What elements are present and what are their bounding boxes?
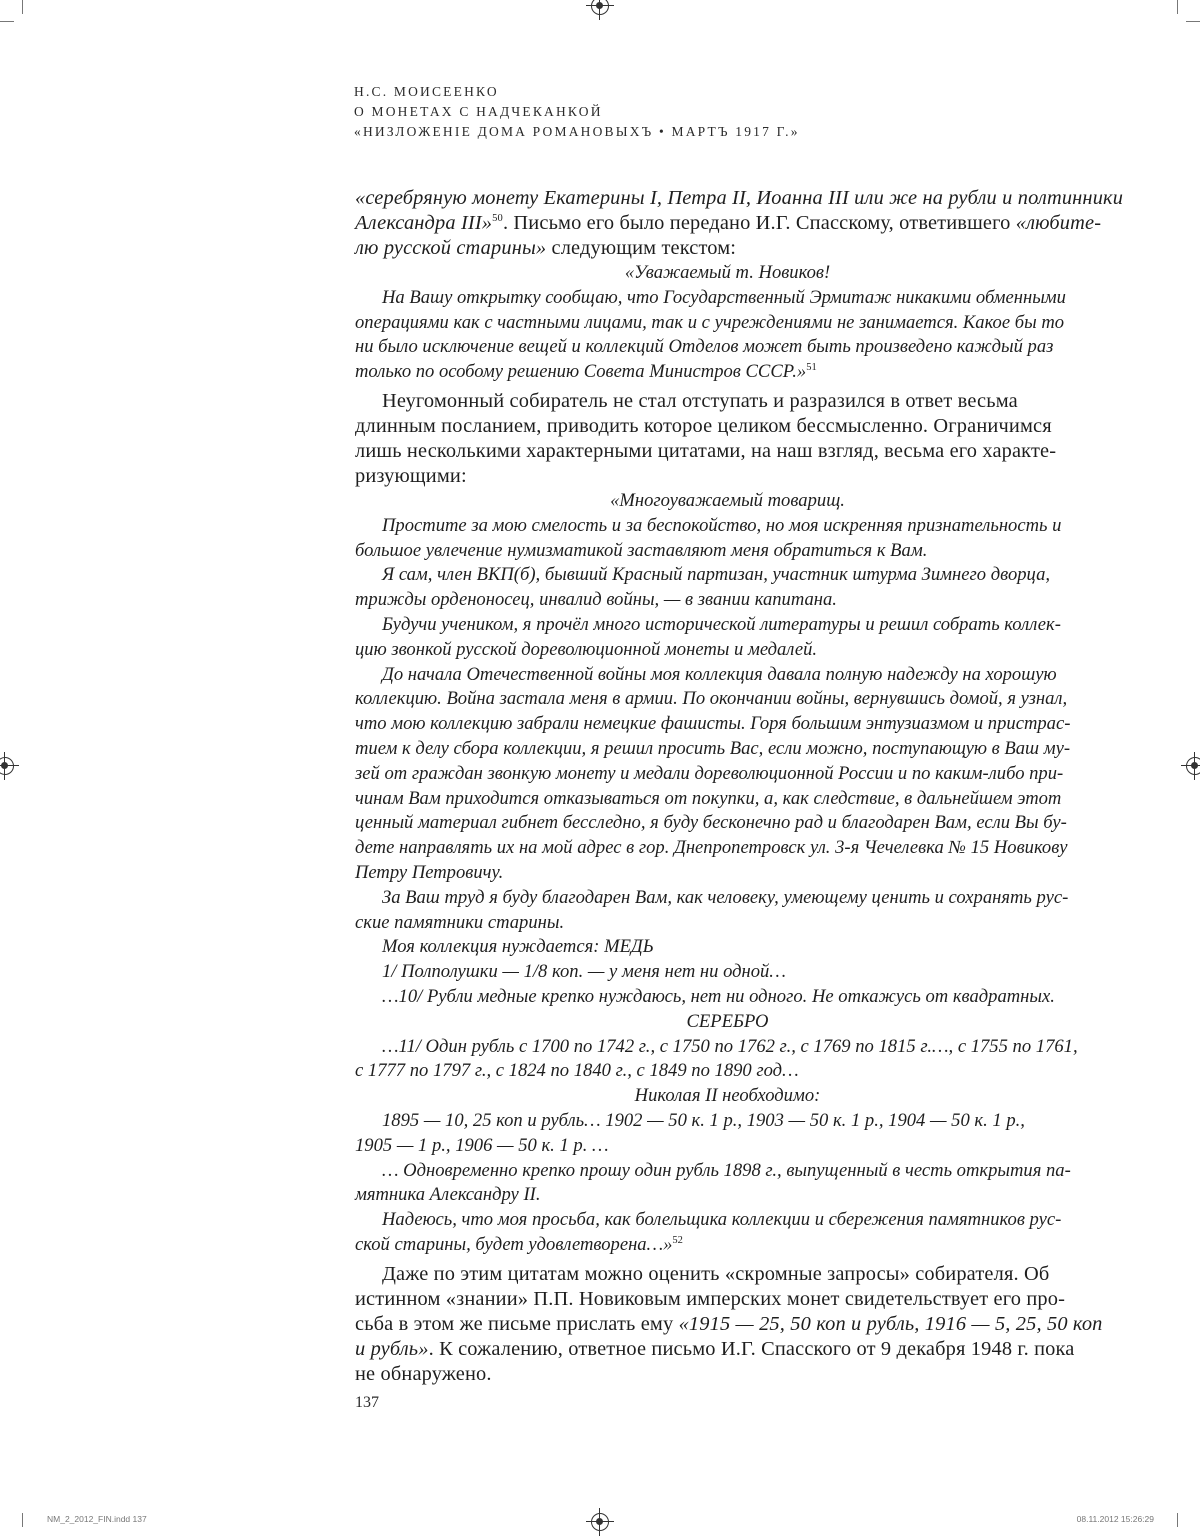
crop-mark-top-right-h xyxy=(1186,21,1200,22)
text-line: ризующими: xyxy=(355,464,467,487)
letter-salutation: «Многоуважаемый товарищ. xyxy=(610,489,845,511)
quote-line: До начала Отечественной войны моя коллекция давала полную надежду на хорошую xyxy=(382,663,1057,685)
running-head-author: Н.С. МОИСЕЕНКО xyxy=(354,84,499,99)
text-line: «серебряную монету Екатерины I, Петра II, Иоанна III или же на рубли и полтинники xyxy=(355,187,1124,209)
quote-fragment: «любите- xyxy=(1015,212,1102,234)
quote-line: с 1777 по 1797 г., с 1824 по 1840 г., с 1849 по 1890 год… xyxy=(355,1060,799,1082)
registration-mark-top-icon xyxy=(591,0,609,15)
text-line: не обнаружено. xyxy=(355,1362,492,1385)
quote-fragment: лю русской старины» xyxy=(355,237,547,259)
quote-line: 1/ Полполушки — 1/8 коп. — у меня нет ни одной… xyxy=(382,961,786,983)
quote-line: …11/ Один рубль с 1700 по 1742 г., с 1750 по 1762 г., с 1769 по 1815 г.…, с 1755 по 1761, xyxy=(382,1035,1078,1057)
quote-line: Моя коллекция нуждается: МЕДЬ xyxy=(382,936,654,958)
crop-mark-bottom-right xyxy=(1177,1513,1178,1527)
quote-line: цию звонкой русской дореволюционной монеты и медалей. xyxy=(355,638,818,660)
footnote-ref: 51 xyxy=(806,362,817,373)
quote-line: … Одновременно крепко прошу один рубль 1898 г., выпущенный в честь открытия па- xyxy=(382,1159,1071,1181)
slug-filename: NM_2_2012_FIN.indd 137 xyxy=(47,1514,147,1524)
quote-line: …10/ Рубли медные крепко нуждаюсь, нет ни одного. Не откажусь от квадратных. xyxy=(382,985,1055,1007)
quote-fragment: только по особому решению Совета Министров СССР.» xyxy=(355,361,807,383)
quote-fragment: Александра III» xyxy=(355,212,493,234)
registration-mark-left-icon xyxy=(0,757,14,775)
quote-line: Будучи учеником, я прочёл много исторической литературы и решил собрать коллек- xyxy=(382,613,1061,635)
quote-line: 1895 — 10, 25 коп и рубль… 1902 — 50 к. 1 р., 1903 — 50 к. 1 р., 1904 — 50 к. 1 р., xyxy=(382,1109,1025,1131)
quote-line: операциями как с частными лицами, так и с учреждениями не занимается. Какое бы то xyxy=(355,311,1065,333)
registration-mark-bottom-icon xyxy=(591,1513,609,1531)
footnote-ref: 52 xyxy=(672,1234,683,1246)
running-head-title-line-2: «НИЗЛОЖЕНIЕ ДОМА РОМАНОВЫХЪ • МАРТЪ 1917 Г.» xyxy=(354,124,800,139)
quote-line: коллекцию. Война застала меня в армии. По окончании войны, вернувшись домой, я узнал, xyxy=(355,688,1068,710)
quote-line: тием к делу сбора коллекции, я решил просить Вас, если можно, поступающую в Ваш му- xyxy=(355,737,1071,759)
quote-line: Простите за мою смелость и за беспокойство, но моя искренняя признательность и xyxy=(382,514,1062,536)
text-line: истинном «знании» П.П. Новиковым имперских монет свидетельствует его про- xyxy=(355,1287,1066,1310)
quote-line: дете направлять их на мой адрес в гор. Днепропетровск ул. 3-я Чечелевка № 15 Новикову xyxy=(355,837,1068,859)
crop-mark-bottom-left xyxy=(22,1513,23,1527)
quote-line: чинам Вам приходится отказываться от покупки, а, как следствие, в дальнейшем этот xyxy=(355,787,1062,809)
quote-line: ценный материал гибнет бесследно, я буду бесконечно рад и благодарен Вам, если Вы бу- xyxy=(355,812,1067,834)
quote-line xyxy=(355,360,1100,385)
text-line: лишь несколькими характерными цитатами, на наш взгляд, весьма его характе- xyxy=(355,439,1057,462)
quote-line xyxy=(355,1233,1100,1258)
quote-line: Я сам, член ВКП(б), бывший Красный партизан, участник штурма Зимнего дворца, xyxy=(382,564,1051,586)
running-head xyxy=(354,82,800,142)
running-head-title-line-1: О МОНЕТАХ С НАДЧЕКАНКОЙ xyxy=(354,104,603,119)
quote-line: ские памятники старины. xyxy=(355,911,565,933)
text-line: длинным посланием, приводить которое целиком бессмысленно. Ограничимся xyxy=(355,414,1052,437)
quote-fragment: и рубль» xyxy=(355,1337,429,1360)
crop-mark-top-left xyxy=(22,0,23,14)
quote-fragment: «1915 — 25, 50 коп и рубль, 1916 — 5, 25, 50 коп xyxy=(678,1312,1103,1335)
quote-line: трижды орденоносец, инвалид войны, — в звании капитана. xyxy=(355,589,837,611)
text-line: Неугомонный собиратель не стал отступать и разразился в ответ весьма xyxy=(382,389,1018,412)
quote-line: зей от граждан звонкую монету и медали дореволюционной России и по каким-либо при- xyxy=(355,762,1064,784)
text-line xyxy=(355,1312,1103,1337)
quote-line: мятника Александру II. xyxy=(355,1184,541,1206)
quote-line: 1905 — 1 р., 1906 — 50 к. 1 р. … xyxy=(355,1134,609,1156)
letter-salutation: «Уважаемый т. Новиков! xyxy=(624,262,831,283)
quote-line: Петру Петровичу. xyxy=(355,861,504,883)
article-body xyxy=(355,186,1124,1387)
text-fragment: . Письмо его было передано И.Г. Спасскому, ответившего xyxy=(502,212,1016,234)
footnote-ref: 50 xyxy=(492,213,503,225)
slug-timestamp: 08.11.2012 15:26:29 xyxy=(1076,1514,1154,1524)
quote-line: ни было исключение вещей и коллекций Отделов может быть произведено каждый раз xyxy=(355,336,1054,358)
text-fragment: сьба в этом же письме прислать ему xyxy=(355,1312,679,1335)
quote-subheading: СЕРЕБРО xyxy=(686,1010,769,1032)
text-line xyxy=(355,1337,1100,1362)
text-fragment: . К сожалению, ответное письмо И.Г. Спасского от 9 декабря 1948 г. пока xyxy=(428,1337,1075,1360)
quote-line: большое увлечение нумизматикой заставляют меня обратиться к Вам. xyxy=(355,539,928,561)
quote-subheading: Николая II необходимо: xyxy=(634,1085,821,1107)
text-line xyxy=(355,236,1100,261)
text-line xyxy=(355,211,1100,236)
crop-mark-top-right xyxy=(1177,0,1178,14)
registration-mark-right-icon xyxy=(1186,757,1200,775)
text-line: Даже по этим цитатам можно оценить «скромные запросы» собирателя. Об xyxy=(382,1262,1050,1285)
quote-fragment: ской старины, будет удовлетворена…» xyxy=(355,1233,673,1255)
crop-mark-top-left-h xyxy=(0,21,14,22)
quote-line: что мою коллекцию забрали немецкие фашисты. Горя большим энтузиазмом и пристрас- xyxy=(355,713,1071,735)
quote-line: На Вашу открытку сообщаю, что Государственный Эрмитаж никакими обменными xyxy=(382,286,1066,308)
quote-line: Надеюсь, что моя просьба, как болельщика коллекции и сбережения памятников рус- xyxy=(382,1209,1062,1231)
quote-line: За Ваш труд я буду благодарен Вам, как человеку, умеющему ценить и сохранять рус- xyxy=(382,886,1069,908)
text-fragment: следующим текстом: xyxy=(546,237,737,259)
page-number: 137 xyxy=(355,1394,379,1411)
